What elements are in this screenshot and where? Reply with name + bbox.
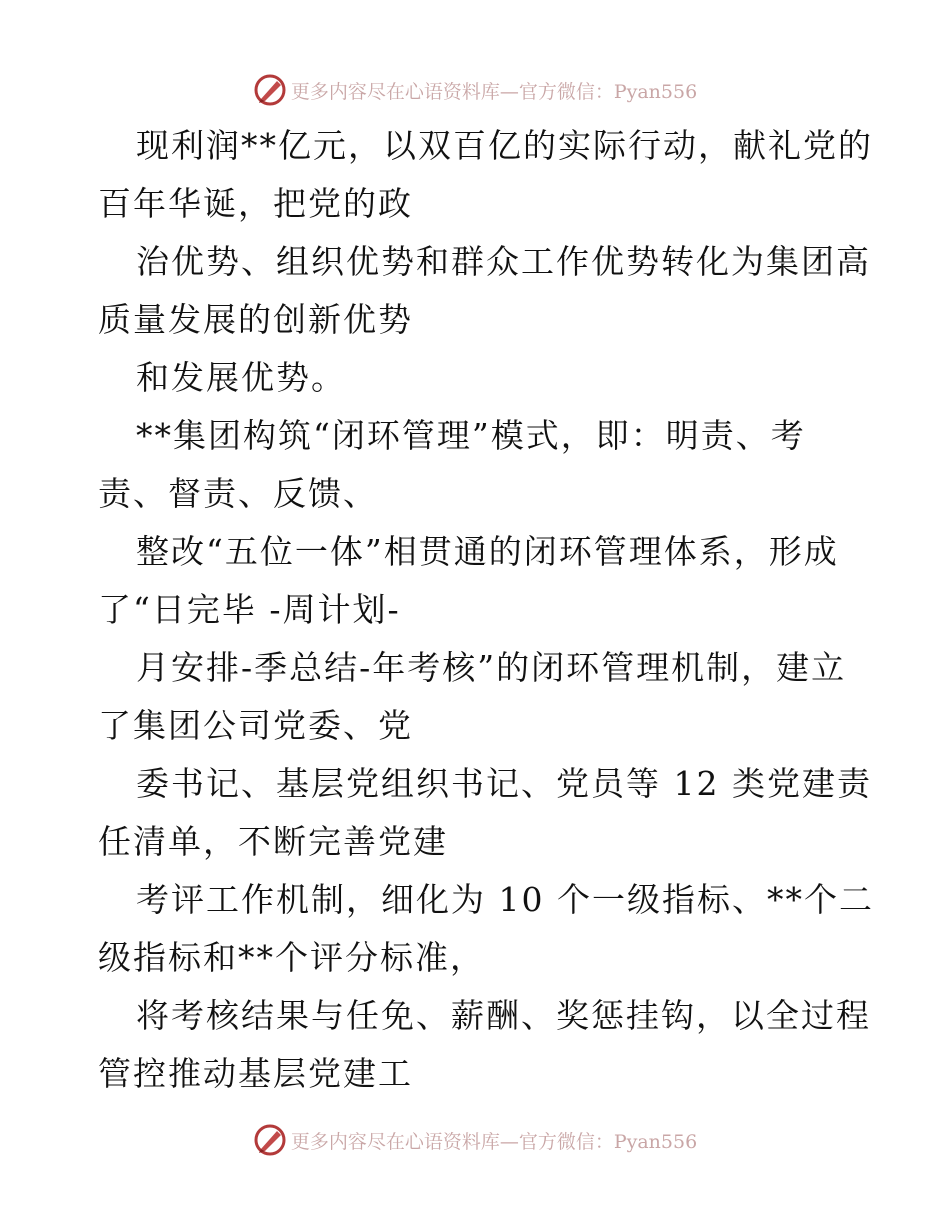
text-line: 整改“五位一体”相贯通的闭环管理体系，形成: [136, 532, 839, 571]
pen-logo-icon: [253, 73, 287, 107]
text-line: 委书记、基层党组织书记、党员等 12 类党建责: [136, 764, 872, 803]
watermark-text: 更多内容尽在心语资料库—官方微信：Pyan556: [290, 1130, 698, 1153]
text-line: 级指标和**个评分标准，: [98, 938, 485, 977]
document-body: [98, 117, 874, 1103]
text-line: 月安排-季总结-年考核”的闭环管理机制，建立: [136, 648, 847, 687]
text-line: 和发展优势。: [136, 358, 346, 397]
text-line: 考评工作机制，细化为 10 个一级指标、**个二: [136, 880, 874, 919]
text-line: 治优势、组织优势和群众工作优势转化为集团高: [136, 242, 871, 281]
pen-logo-icon: [253, 1123, 287, 1157]
text-line: 管控推动基层党建工: [98, 1054, 413, 1093]
text-line: **集团构筑“闭环管理”模式，即：明责、考: [136, 416, 806, 455]
text-line: 现利润**亿元，以双百亿的实际行动，献礼党的: [136, 126, 873, 165]
footer-watermark: [0, 1122, 950, 1158]
header-watermark: [0, 72, 950, 108]
text-line: 了“日完毕 -周计划-: [98, 590, 401, 629]
text-line: 责、督责、反馈、: [98, 474, 378, 513]
text-line: 质量发展的创新优势: [98, 300, 413, 339]
text-line: 将考核结果与任免、薪酬、奖惩挂钩，以全过程: [136, 996, 871, 1035]
text-line: 了集团公司党委、党: [98, 706, 413, 745]
text-line: 百年华诞，把党的政: [98, 184, 413, 223]
watermark-text: 更多内容尽在心语资料库—官方微信：Pyan556: [290, 80, 698, 103]
text-line: 任清单，不断完善党建: [98, 822, 448, 861]
